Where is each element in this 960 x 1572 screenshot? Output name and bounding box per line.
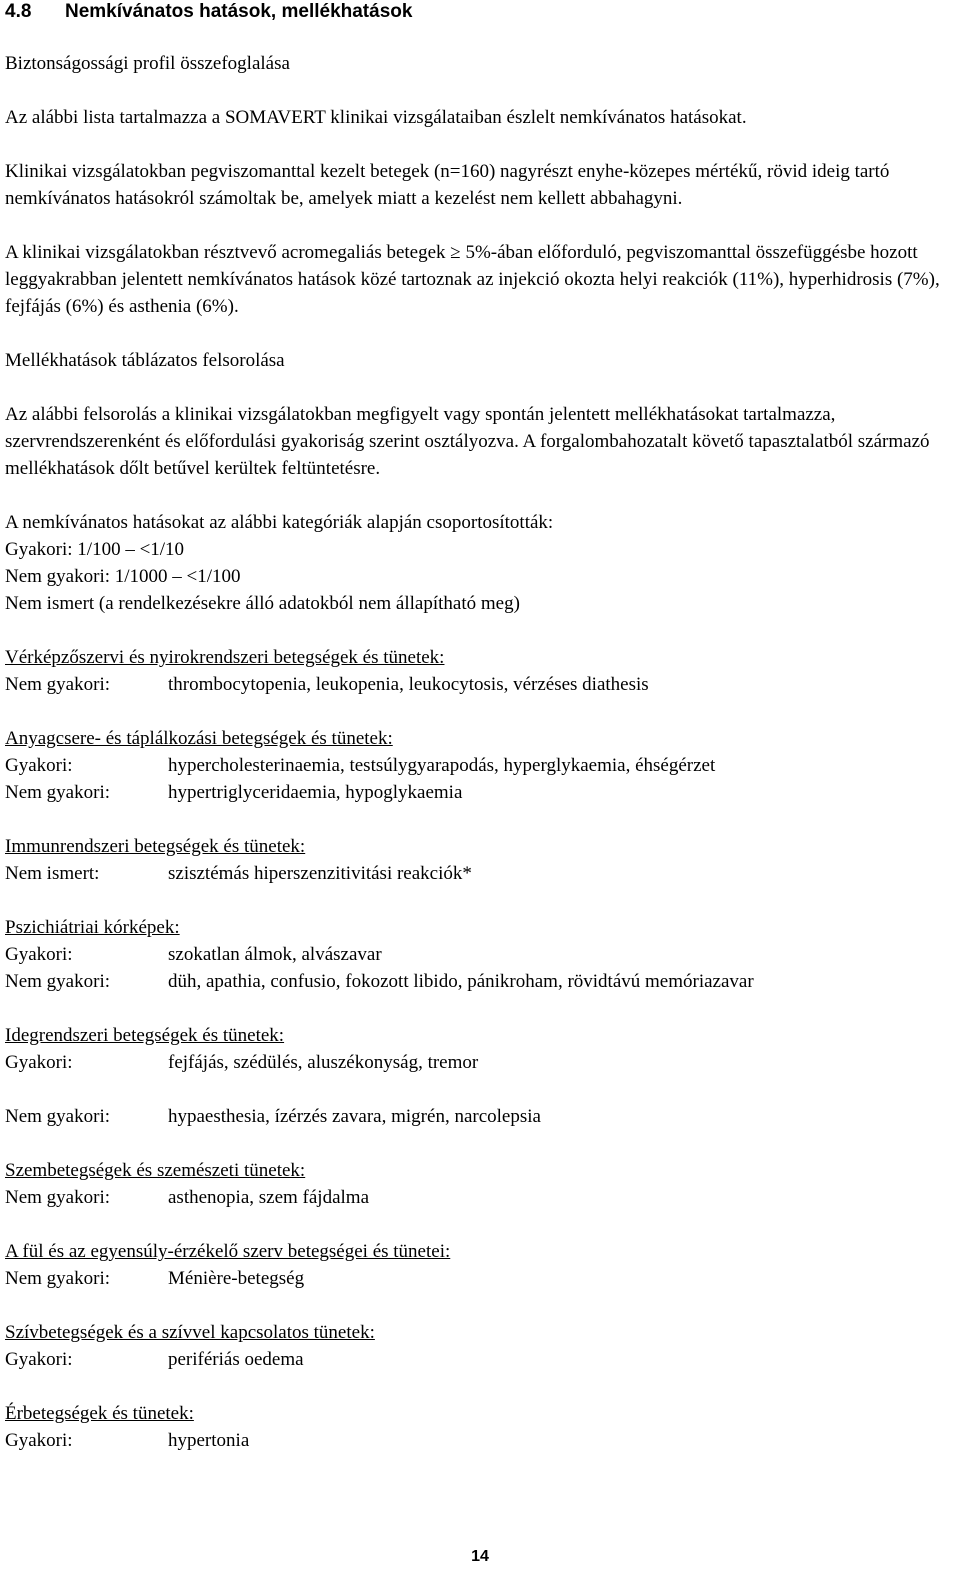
section-title: Érbetegségek és tünetek: bbox=[5, 1403, 194, 1424]
category-unknown: Nem ismert (a rendelkezésekre álló adatokból nem állapítható meg) bbox=[5, 593, 520, 614]
category-common: Gyakori: 1/100 – <1/10 bbox=[5, 539, 185, 560]
section-heading bbox=[5, 0, 955, 24]
page-number: 14 bbox=[471, 1548, 489, 1565]
row-label: Nem gyakori: bbox=[5, 782, 111, 803]
row-label: Nem gyakori: bbox=[5, 674, 111, 695]
row-value: perifériás oedema bbox=[168, 1349, 304, 1370]
section-row bbox=[5, 860, 955, 887]
soc-section-ear bbox=[5, 1238, 955, 1292]
section-title: Idegrendszeri betegségek és tünetek: bbox=[5, 1025, 285, 1046]
section-row bbox=[5, 1049, 955, 1076]
section-row bbox=[5, 941, 955, 968]
row-value: asthenopia, szem fájdalma bbox=[168, 1187, 370, 1208]
section-row bbox=[5, 1346, 955, 1373]
row-label: Nem gyakori: bbox=[5, 1106, 111, 1127]
row-label: Nem gyakori: bbox=[5, 1187, 111, 1208]
section-title: Anyagcsere- és táplálkozási betegségek és tünetek: bbox=[5, 728, 393, 749]
soc-section-immune bbox=[5, 833, 955, 887]
section-row bbox=[5, 1103, 955, 1130]
row-label: Nem gyakori: bbox=[5, 971, 111, 992]
row-label: Gyakori: bbox=[5, 1052, 73, 1073]
soc-section-eye bbox=[5, 1157, 955, 1211]
row-label: Gyakori: bbox=[5, 944, 73, 965]
row-value: hypertonia bbox=[168, 1430, 250, 1451]
row-label: Gyakori: bbox=[5, 1430, 73, 1451]
section-row bbox=[5, 1265, 955, 1292]
section-title: Szembetegségek és szemészeti tünetek: bbox=[5, 1160, 306, 1181]
row-value: szokatlan álmok, alvászavar bbox=[168, 944, 382, 965]
heading-number: 4.8 bbox=[5, 1, 32, 22]
row-label: Gyakori: bbox=[5, 1349, 73, 1370]
paragraph-listing-description: Az alábbi felsorolás a klinikai vizsgálatokban megfigyelt vagy spontán jelentett mellékhatásokat tartalmazza, szervrendszerenként és előfordulási gyakoriság szerint osztályozva. A forgalombahozatalt követő tapasztalatból származó mellékhatások dőlt betűvel kerültek feltüntetésre. bbox=[5, 404, 930, 479]
soc-section-cardiac bbox=[5, 1319, 955, 1373]
soc-section-vascular bbox=[5, 1400, 955, 1454]
document-page bbox=[5, 0, 955, 1454]
paragraph-list-intro: Az alábbi lista tartalmazza a SOMAVERT klinikai vizsgálataiban észlelt nemkívánatos hatásokat. bbox=[5, 107, 747, 128]
row-label: Gyakori: bbox=[5, 755, 73, 776]
row-value: düh, apathia, confusio, fokozott libido, pánikroham, rövidtávú memóriazavar bbox=[168, 971, 754, 992]
row-label: Nem gyakori: bbox=[5, 1268, 111, 1289]
section-row bbox=[5, 779, 955, 806]
section-title: Vérképzőszervi és nyirokrendszeri betegségek és tünetek: bbox=[5, 647, 445, 668]
soc-section-psychiatric bbox=[5, 914, 955, 995]
section-title: Pszichiátriai kórképek: bbox=[5, 917, 180, 938]
row-value: fejfájás, szédülés, aluszékonyság, tremor bbox=[168, 1052, 479, 1073]
soc-section-blood bbox=[5, 644, 955, 698]
frequency-categories bbox=[5, 509, 955, 617]
category-uncommon: Nem gyakori: 1/1000 – <1/100 bbox=[5, 566, 241, 587]
paragraph-clinical-trials: Klinikai vizsgálatokban pegviszomanttal kezelt betegek (n=160) nagyrészt enyhe-közepes mértékű, rövid ideig tartó nemkívánatos hatásokról számoltak be, amelyek miatt a kezelést nem kellett abbahagyni. bbox=[5, 161, 890, 209]
safety-profile-title: Biztonságossági profil összefoglalása bbox=[5, 53, 290, 74]
section-row bbox=[5, 1427, 955, 1454]
row-value: szisztémás hiperszenzitivitási reakciók* bbox=[168, 863, 472, 884]
row-value: hypaesthesia, ízérzés zavara, migrén, narcolepsia bbox=[168, 1106, 541, 1127]
soc-section-metabolism bbox=[5, 725, 955, 806]
section-row bbox=[5, 968, 955, 995]
section-title: A fül és az egyensúly-érzékelő szerv betegségei és tünetei: bbox=[5, 1241, 451, 1262]
section-title: Immunrendszeri betegségek és tünetek: bbox=[5, 836, 306, 857]
row-value: hypercholesterinaemia, testsúlygyarapodás, hyperglykaemia, éhségérzet bbox=[168, 755, 716, 776]
section-row bbox=[5, 671, 955, 698]
table-title: Mellékhatások táblázatos felsorolása bbox=[5, 350, 285, 371]
section-row bbox=[5, 752, 955, 779]
soc-section-nervous bbox=[5, 1022, 955, 1130]
section-title: Szívbetegségek és a szívvel kapcsolatos tünetek: bbox=[5, 1322, 375, 1343]
heading-title: Nemkívánatos hatások, mellékhatások bbox=[65, 1, 413, 22]
paragraph-common-effects: A klinikai vizsgálatokban résztvevő acromegaliás betegek ≥ 5%-ában előforduló, pegviszomanttal összefüggésbe hozott leggyakrabban jelentett nemkívánatos hatások közé tartoznak az injekció okozta helyi reakciók (11%), hyperhidrosis (7%), fejfájás (6%) és asthenia (6%). bbox=[5, 242, 940, 317]
row-value: hypertriglyceridaemia, hypoglykaemia bbox=[168, 782, 463, 803]
row-label: Nem ismert: bbox=[5, 863, 100, 884]
section-row bbox=[5, 1184, 955, 1211]
categories-intro: A nemkívánatos hatásokat az alábbi kategóriák alapján csoportosították: bbox=[5, 512, 554, 533]
row-value: Ménière-betegség bbox=[168, 1268, 305, 1289]
row-value: thrombocytopenia, leukopenia, leukocytosis, vérzéses diathesis bbox=[168, 674, 649, 695]
